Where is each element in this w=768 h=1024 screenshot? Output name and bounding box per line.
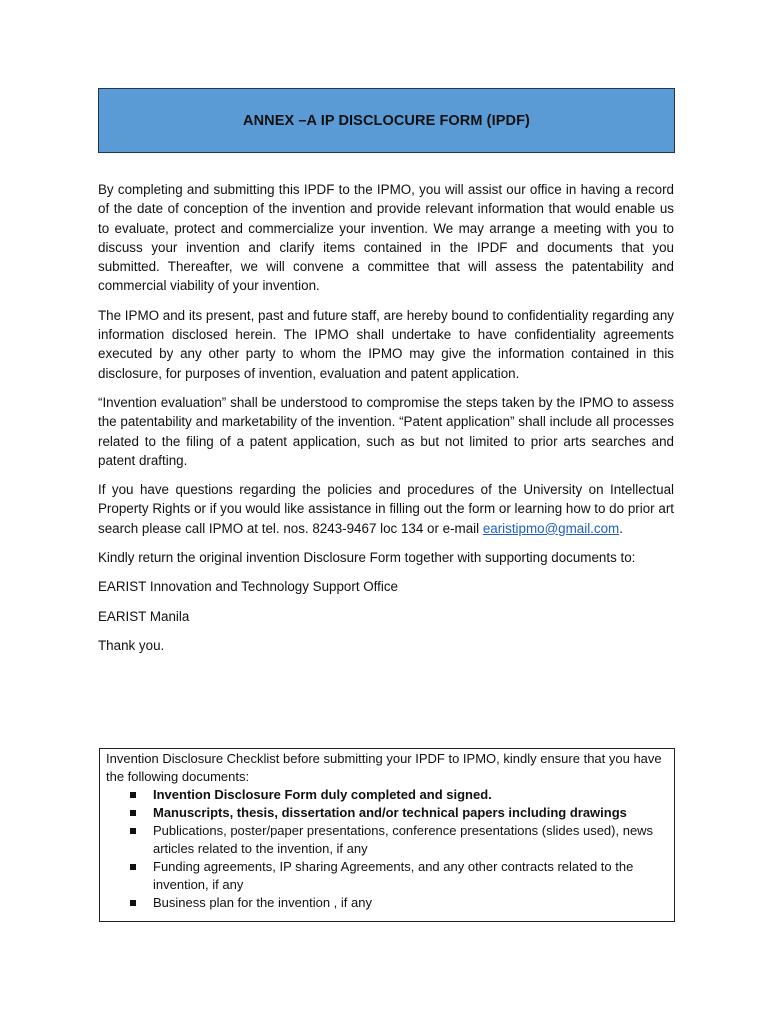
checklist-item-text: Manuscripts, thesis, dissertation and/or technical papers including drawings — [153, 805, 627, 820]
paragraph-intro: By completing and submitting this IPDF to the IPMO, you will assist our office in having a record of the date of conception of the invention and provide relevant information that would enable us to evaluate, protect and commercialize your invention. We may arrange a meeting with you to discuss your invention and clarify items contained in the IPDF and documents that you submitted. Thereafter, we will convene a committee that will assess the patentability and commercial viability of your invention. — [98, 182, 674, 294]
checklist-list — [106, 786, 668, 912]
email-link[interactable]: earistipmo@gmail.com — [482, 520, 620, 536]
square-bullet-icon — [130, 828, 136, 834]
paragraph-return: Kindly return the original invention Disclosure Form together with supporting documents to: — [98, 550, 636, 566]
square-bullet-icon — [130, 864, 136, 870]
square-bullet-icon — [130, 792, 136, 798]
closing-thanks: Thank you. — [98, 637, 165, 653]
square-bullet-icon — [130, 900, 136, 906]
checklist-item-text: Business plan for the invention , if any — [153, 895, 372, 910]
body-text — [98, 180, 674, 665]
checklist-intro: Invention Disclosure Checklist before submitting your IPDF to IPMO, kindly ensure that you have the following documents: — [106, 751, 662, 784]
contact-period: . — [619, 520, 623, 536]
checklist-item — [153, 894, 668, 912]
checklist-item — [153, 822, 668, 858]
checklist-box — [99, 748, 675, 922]
checklist-item-text: Invention Disclosure Form duly completed and signed. — [153, 787, 492, 802]
title-banner — [98, 88, 675, 153]
contact-text: If you have questions regarding the policies and procedures of the University on Intellectual Property Rights or if you would like assistance in filling out the form or learning how to do prior art search please call IPMO at tel. nos. 8243-9467 loc 134 or e-mail — [98, 482, 674, 536]
paragraph-confidentiality: The IPMO and its present, past and future staff, are hereby bound to confidentiality regarding any information disclosed herein. The IPMO shall undertake to have confidentiality agreements executed by any other party to whom the IPMO may give the information contained in this disclosure, for purposes of invention, evaluation and patent application. — [98, 307, 674, 381]
square-bullet-icon — [130, 810, 136, 816]
address-office: EARIST Innovation and Technology Support Office — [98, 579, 398, 595]
address-city: EARIST Manila — [98, 608, 190, 624]
checklist-item — [153, 804, 668, 822]
paragraph-definitions: “Invention evaluation” shall be understood to compromise the steps taken by the IPMO to assess the patentability and marketability of the invention. “Patent application” shall include all processes related to the filing of a patent application, such as but not limited to prior arts searches and patent drafting. — [98, 394, 674, 468]
checklist-item — [153, 858, 668, 894]
checklist-item-text: Funding agreements, IP sharing Agreements, and any other contracts related to the invention, if any — [153, 859, 634, 892]
page-title: ANNEX –A IP DISCLOCURE FORM (IPDF) — [243, 112, 530, 129]
checklist-item-text: Publications, poster/paper presentations, conference presentations (slides used), news articles related to the invention, if any — [153, 823, 654, 856]
checklist-item — [153, 786, 668, 804]
paragraph-contact — [98, 480, 674, 538]
